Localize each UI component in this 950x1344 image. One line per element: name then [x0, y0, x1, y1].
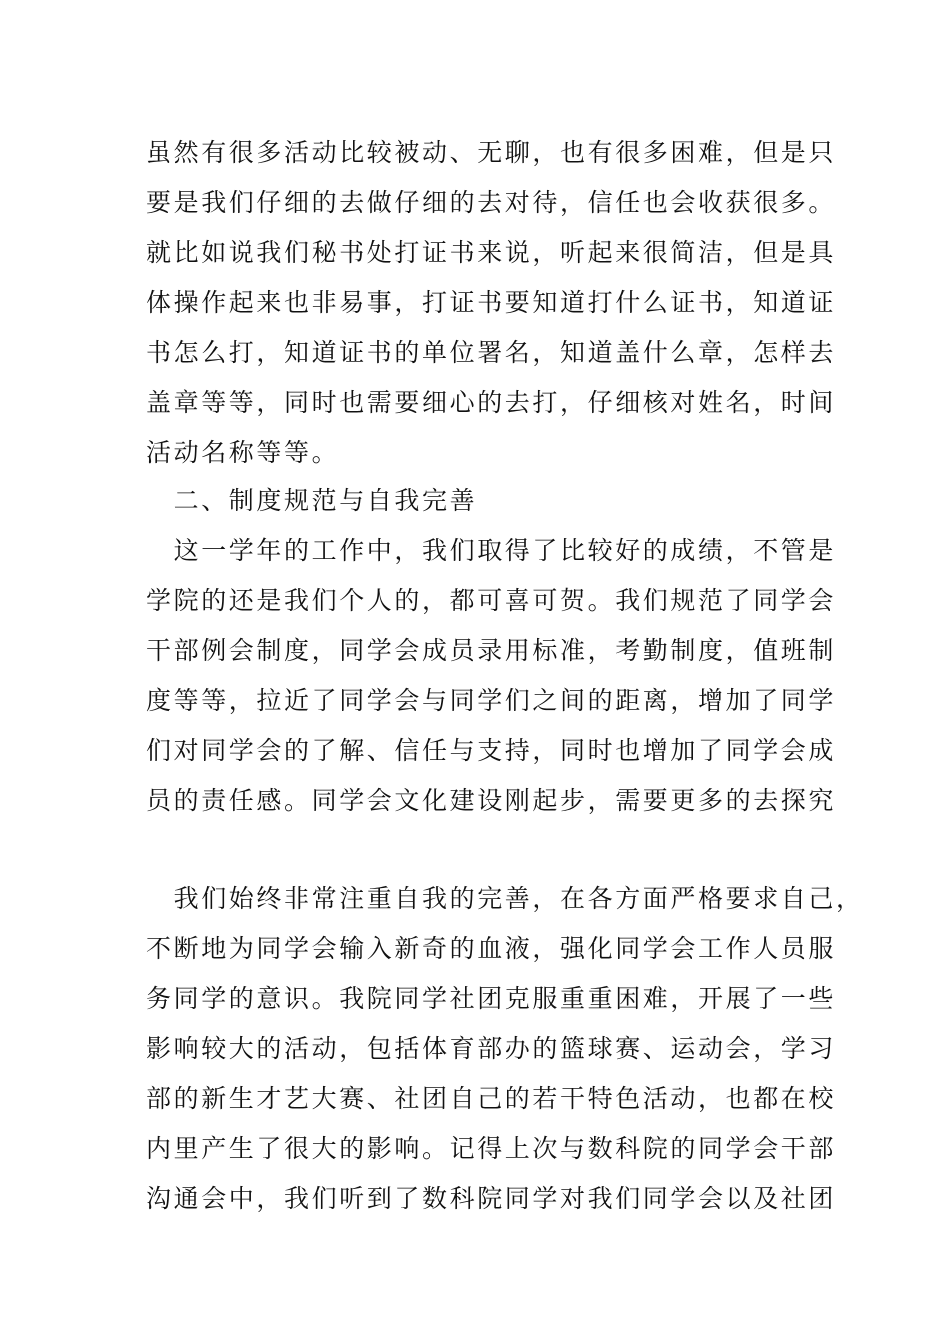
paragraph-line: 度等等，拉近了同学会与同学们之间的距离，增加了同学: [146, 686, 837, 715]
paragraph-line: 我们始终非常注重自我的完善，在各方面严格要求自己，: [146, 884, 864, 913]
paragraph-line: 不断地为同学会输入新奇的血液，强化同学会工作人员服: [146, 934, 837, 963]
paragraph-line: 内里产生了很大的影响。记得上次与数科院的同学会干部: [146, 1134, 837, 1163]
section-heading: 二、制度规范与自我完善: [146, 486, 478, 515]
paragraph-line: 干部例会制度，同学会成员录用标准，考勤制度，值班制: [146, 636, 837, 665]
paragraph-line: 部的新生才艺大赛、社团自己的若干特色活动，也都在校: [146, 1084, 837, 1113]
paragraph-line: 盖章等等，同时也需要细心的去打，仔细核对姓名，时间: [146, 388, 837, 417]
paragraph-line: 影响较大的活动，包括体育部办的篮球赛、运动会，学习: [146, 1034, 837, 1063]
paragraph-line: 要是我们仔细的去做仔细的去对待，信任也会收获很多。: [146, 188, 837, 217]
paragraph-line: 活动名称等等。: [146, 438, 340, 467]
paragraph-line: 这一学年的工作中，我们取得了比较好的成绩，不管是: [146, 536, 837, 565]
paragraph-line: 学院的还是我们个人的，都可喜可贺。我们规范了同学会: [146, 586, 837, 615]
paragraph-line: 沟通会中，我们听到了数科院同学对我们同学会以及社团: [146, 1184, 837, 1213]
paragraph-line: 务同学的意识。我院同学社团克服重重困难，开展了一些: [146, 984, 837, 1013]
paragraph-line: 们对同学会的了解、信任与支持，同时也增加了同学会成: [146, 736, 837, 765]
paragraph-line: 虽然有很多活动比较被动、无聊，也有很多困难，但是只: [146, 138, 837, 167]
paragraph-line: 体操作起来也非易事，打证书要知道打什么证书，知道证: [146, 288, 837, 317]
paragraph-line: 员的责任感。同学会文化建设刚起步，需要更多的去探究: [146, 786, 837, 815]
paragraph-line: 书怎么打，知道证书的单位署名，知道盖什么章，怎样去: [146, 338, 837, 367]
paragraph-line: 就比如说我们秘书处打证书来说，听起来很简洁，但是具: [146, 238, 837, 267]
